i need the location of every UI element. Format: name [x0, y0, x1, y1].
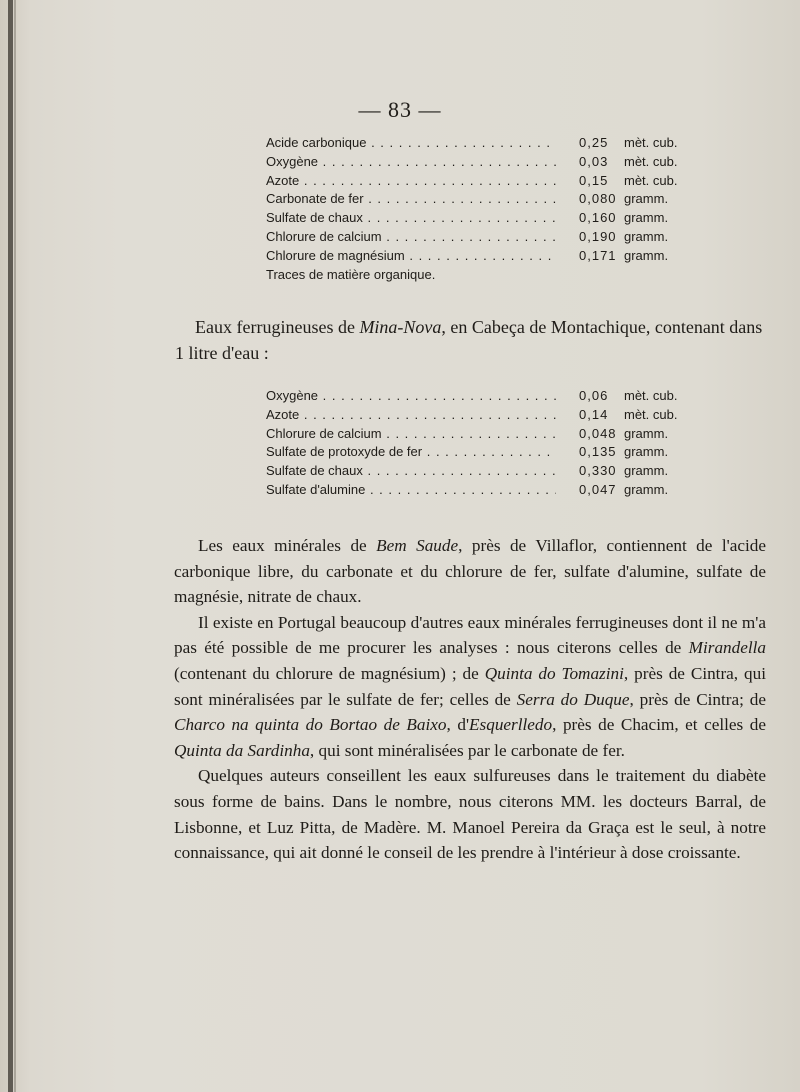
analysis-row — [266, 406, 706, 425]
substance-value: 0,03 — [579, 153, 609, 169]
substance-label: Sulfate de protoxyde de fer . . . — [266, 443, 556, 462]
place-name: Charco na quinta do Bortao de Baixo — [174, 715, 447, 735]
analysis-row — [266, 134, 706, 153]
substance-label: Oxygène . . . — [266, 153, 556, 172]
substance-label: Traces de matière organique. — [266, 266, 436, 282]
analysis-row — [266, 387, 706, 406]
substance-unit: gramm. — [624, 247, 669, 263]
substance-unit: mèt. cub. — [624, 172, 678, 188]
paragraph — [174, 610, 766, 764]
substance-label: Azote . . . — [266, 406, 556, 425]
text-run: , près de Villaflor, contiennent de l'acide carbonique libre, du carbonate et du chlorure de fer, sulfate d'alumine, sulfate de magnésie, nitrate de chaux. — [174, 536, 766, 607]
analysis-row — [266, 209, 706, 228]
substance-unit: gramm. — [624, 481, 669, 497]
text-run: Il existe en Portugal beaucoup d'autres eaux minérales ferrugineuses dont il ne m'a pas été possible de me procurer les analyses : nous citerons celles de — [174, 612, 766, 658]
binding-edge — [8, 0, 13, 1092]
substance-unit: mèt. cub. — [624, 153, 678, 169]
substance-value: 0,15 — [579, 172, 609, 188]
substance-value: 0,14 — [579, 406, 609, 422]
analysis-row — [266, 266, 706, 285]
place-name: Quinta do Tomazini — [484, 663, 624, 683]
substance-value: 0,048 — [579, 425, 617, 441]
substance-unit: gramm. — [624, 425, 669, 441]
substance-label: Sulfate de chaux . . . — [266, 209, 556, 228]
analysis-row — [266, 443, 706, 462]
text-run: Les eaux minérales de — [198, 536, 377, 555]
substance-unit: mèt. cub. — [624, 406, 678, 422]
substance-label: Chlorure de calcium . . . — [266, 228, 556, 247]
analysis-row — [266, 153, 706, 172]
substance-value: 0,160 — [579, 210, 617, 226]
place-name: Serra do Duque — [516, 689, 630, 709]
substance-unit: gramm. — [624, 191, 669, 207]
place-name: Mirandella — [688, 638, 766, 658]
substance-label: Chlorure de magnésium . . . — [266, 247, 556, 266]
text-run: , d' — [446, 715, 470, 735]
place-name: Quinta da Sardinha — [174, 740, 310, 760]
analysis-row — [266, 190, 706, 209]
text-run: Quelques auteurs conseillent les eaux sulfureuses dans le traitement du diabète sous forme de bains. Dans le nombre, nous citerons MM. les docteurs Barral, de Lisbonne, et Luz Pitta, de Madère. M. Manoel Pereira da Graça est le seul, à notre connaissance, qui ait donné le conseil de les prendre à l'intérieur à dose croissante. — [174, 766, 766, 863]
substance-unit: gramm. — [624, 444, 669, 460]
substance-value: 0,135 — [579, 444, 617, 460]
place-name: Bem Saude — [376, 536, 459, 555]
text-run: , qui sont minéralisées par le carbonate de fer. — [309, 740, 625, 760]
substance-label: Acide carbonique . . . — [266, 134, 556, 153]
substance-unit: mèt. cub. — [624, 135, 678, 150]
substance-value: 0,06 — [579, 388, 609, 403]
text-run: (contenant du chlorure de magnésium) ; de — [174, 663, 485, 683]
substance-label: Sulfate d'alumine . . . — [266, 481, 556, 500]
analysis-row — [266, 228, 706, 247]
analysis-row — [266, 247, 706, 266]
analysis-table-1 — [266, 134, 706, 284]
substance-label: Carbonate de fer . . . — [266, 190, 556, 209]
paragraph — [174, 763, 766, 865]
analysis-row — [266, 172, 706, 191]
substance-unit: mèt. cub. — [624, 388, 678, 403]
body-text — [174, 533, 766, 866]
place-name: Esquerlledo — [469, 715, 553, 735]
analysis-row — [266, 481, 706, 500]
substance-unit: gramm. — [624, 210, 669, 226]
text-run: , près de Cintra; de — [629, 689, 766, 709]
substance-value: 0,047 — [579, 481, 617, 497]
paragraph — [174, 533, 766, 610]
substance-value: 0,190 — [579, 228, 617, 244]
analysis-row — [266, 425, 706, 444]
substance-label: Oxygène . . . — [266, 387, 556, 406]
analysis-row — [266, 462, 706, 481]
substance-unit: gramm. — [624, 228, 669, 244]
substance-value: 0,171 — [579, 247, 617, 263]
substance-label: Chlorure de calcium . . . — [266, 425, 556, 444]
heading-prefix: Eaux ferrugineuses de — [195, 317, 360, 337]
substance-value: 0,330 — [579, 463, 617, 479]
binding-shadow — [14, 0, 16, 1092]
substance-unit: gramm. — [624, 463, 669, 479]
analysis-table-2 — [266, 387, 706, 500]
substance-value: 0,25 — [579, 135, 609, 150]
substance-value: 0,080 — [579, 191, 617, 207]
substance-label: Sulfate de chaux . . . — [266, 462, 556, 481]
heading-suffix: , en Cabeça de Montachique, contenant dans 1 litre d'eau : — [175, 317, 763, 363]
page-number: — 83 — — [358, 97, 442, 122]
heading-place: Mina-Nova — [359, 317, 442, 337]
text-run: , près de Chacim, et celles de — [552, 715, 766, 735]
substance-label: Azote . . . — [266, 172, 556, 191]
text-run: , près de Cintra, qui sont minéralisées par le sulfate de fer; celles de — [174, 663, 767, 709]
section-heading — [175, 314, 765, 366]
